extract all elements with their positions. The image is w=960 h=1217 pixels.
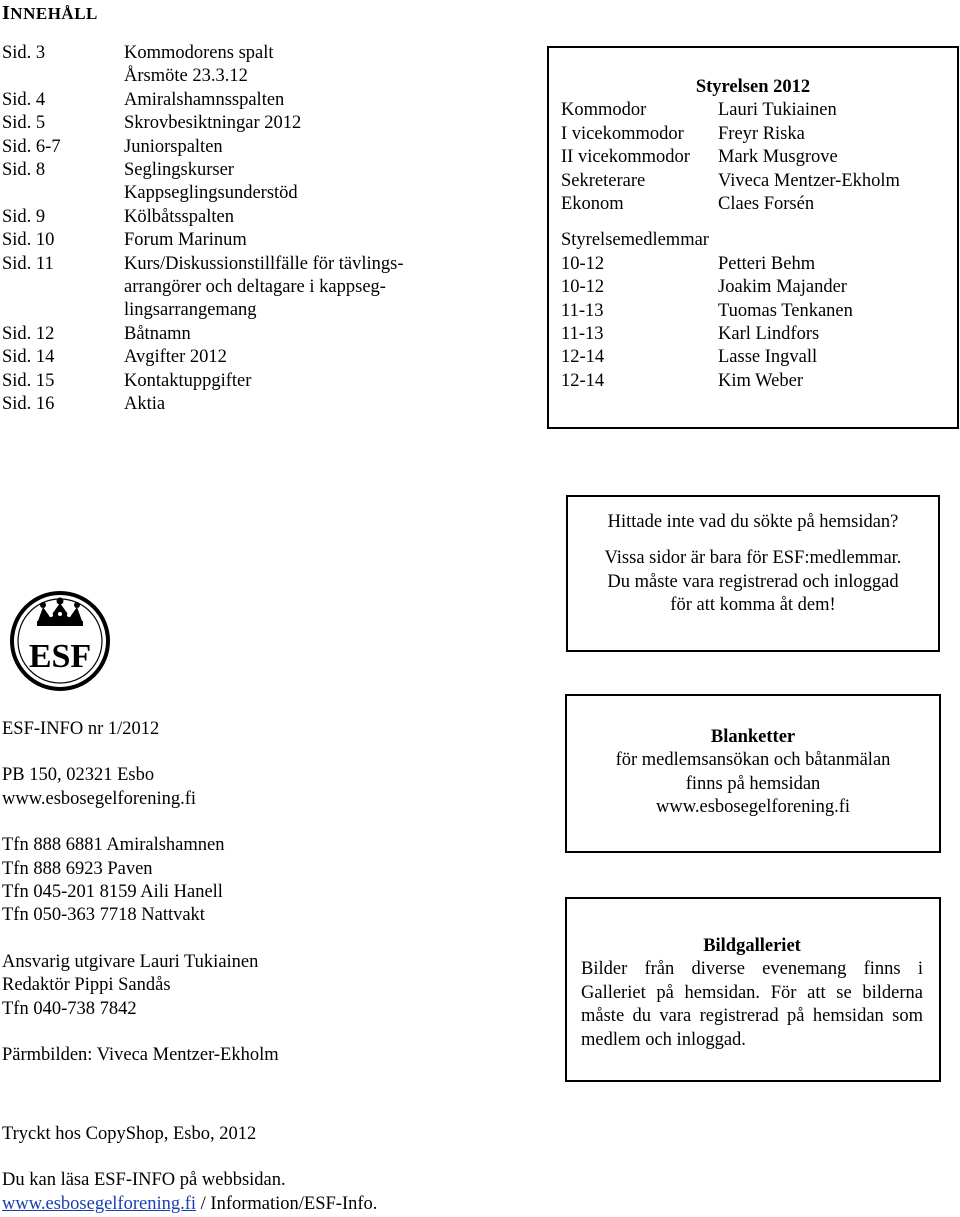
board-officer-row — [561, 170, 957, 193]
toc-page: Sid. 16 — [2, 394, 55, 415]
toc-entry — [2, 253, 522, 323]
toc-entry — [2, 206, 522, 229]
web-note: Du kan läsa ESF-INFO på webbsidan. — [2, 1170, 286, 1191]
toc-title-line: Seglingskurser — [124, 160, 234, 181]
heading-rest: NNEHÅLL — [10, 4, 98, 23]
contents-heading — [2, 2, 98, 25]
toc-entry — [2, 159, 522, 206]
esf-logo-emblem — [8, 587, 112, 691]
officer-role: II vicekommodor — [561, 147, 690, 168]
officer-role: I vicekommodor — [561, 123, 684, 144]
web-path: / Information/ESF-Info. — [196, 1193, 378, 1214]
toc-title: Amiralshamnsspalten — [124, 89, 285, 110]
member-term: 10-12 — [561, 253, 605, 274]
phone-line: Tfn 050-363 7718 Nattvakt — [2, 905, 205, 926]
notice-line: Vissa sidor är bara för ESF:medlemmar. — [604, 548, 902, 569]
toc-title — [124, 159, 522, 206]
toc-page: Sid. 4 — [2, 89, 46, 110]
officer-name: Freyr Riska — [718, 123, 805, 144]
member-name: Petteri Behm — [718, 253, 816, 274]
toc-title-line: lingsarrangemang — [124, 300, 257, 321]
toc-title — [124, 42, 522, 89]
member-name: Tuomas Tenkanen — [718, 300, 853, 321]
toc-title — [124, 253, 522, 323]
esf-logo — [8, 587, 112, 691]
notice-question: Hittade inte vad du sökte på hemsidan? — [607, 512, 899, 532]
toc-entry — [2, 112, 522, 135]
forms-line: finns på hemsidan — [685, 773, 821, 794]
member-name: Lasse Ingvall — [718, 347, 818, 368]
toc-title-line: Kommodorens spalt — [124, 43, 274, 63]
editor: Redaktör Pippi Sandås — [2, 975, 171, 996]
toc-page: Sid. 15 — [2, 370, 55, 391]
notice-line: Du måste vara registrerad och inloggad — [607, 571, 899, 592]
board-officer-row — [561, 99, 957, 122]
printer-credit: Tryckt hos CopyShop, Esbo, 2012 — [2, 1124, 257, 1144]
board-box — [547, 46, 959, 429]
toc-page: Sid. 11 — [2, 253, 54, 274]
issue-number: ESF-INFO nr 1/2012 — [2, 719, 160, 739]
toc-entry — [2, 42, 522, 89]
board-member-row — [561, 346, 957, 369]
toc-entry — [2, 136, 522, 159]
notice-line: för att komma åt dem! — [670, 595, 836, 616]
website: www.esbosegelforening.fi — [2, 788, 197, 809]
board-officer-row — [561, 193, 957, 216]
toc-page: Sid. 10 — [2, 230, 55, 251]
toc-entry — [2, 229, 522, 252]
toc-title: Kölbåtsspalten — [124, 206, 234, 227]
website-link[interactable]: www.esbosegelforening.fi — [2, 1193, 197, 1214]
officer-name: Mark Musgrove — [718, 147, 838, 168]
postal-address: PB 150, 02321 Esbo — [2, 765, 155, 786]
member-term: 10-12 — [561, 277, 605, 298]
officer-name: Viveca Mentzer-Ekholm — [718, 170, 900, 191]
toc-page: Sid. 6-7 — [2, 136, 61, 157]
gallery-title: Bildgalleriet — [703, 936, 801, 956]
board-member-row — [561, 276, 957, 299]
member-term: 11-13 — [561, 324, 604, 345]
table-of-contents — [2, 42, 522, 417]
board-officer-row — [561, 146, 957, 169]
toc-page: Sid. 5 — [2, 113, 46, 134]
member-term: 12-14 — [561, 347, 605, 368]
toc-entry — [2, 393, 522, 416]
officer-name: Claes Forsén — [718, 194, 815, 215]
toc-page: Sid. 3 — [2, 43, 46, 63]
phone-line: Tfn 888 6923 Paven — [2, 858, 153, 879]
web-link-line — [2, 1193, 902, 1216]
toc-page: Sid. 12 — [2, 323, 55, 344]
heading-initial: I — [2, 2, 11, 24]
member-term: 12-14 — [561, 370, 605, 391]
toc-entry — [2, 346, 522, 369]
editor-phone: Tfn 040-738 7842 — [2, 998, 137, 1019]
officer-role: Sekreterare — [561, 170, 646, 191]
toc-page: Sid. 9 — [2, 206, 46, 227]
toc-page: Sid. 14 — [2, 347, 55, 368]
publisher: Ansvarig utgivare Lauri Tukiainen — [2, 951, 259, 972]
phone-line: Tfn 045-201 8159 Aili Hanell — [2, 882, 223, 903]
board-member-row — [561, 253, 957, 276]
board-officer-row — [561, 123, 957, 146]
toc-title: Båtnamn — [124, 323, 191, 344]
forms-box — [565, 694, 941, 853]
gallery-text: Bilder från diverse evenemang finns i Galleriet på hemsidan. För att se bilderna måste du vara registrerad på hemsidan som medlem och inloggad. — [581, 959, 923, 1050]
officer-name: Lauri Tukiainen — [718, 100, 837, 121]
board-member-row — [561, 300, 957, 323]
members-heading: Styrelsemedlemmar — [561, 230, 709, 251]
member-name: Kim Weber — [718, 370, 803, 391]
toc-title-line: arrangörer och deltagare i kappseg- — [124, 277, 386, 298]
toc-page: Sid. 8 — [2, 160, 46, 181]
toc-title: Kontaktuppgifter — [124, 370, 252, 391]
members-only-notice — [566, 495, 940, 652]
toc-title-line: Kurs/Diskussionstillfälle för tävlings- — [124, 253, 404, 274]
cover-credit: Pärmbilden: Viveca Mentzer-Ekholm — [2, 1045, 279, 1066]
toc-title: Forum Marinum — [124, 230, 247, 251]
board-member-row — [561, 323, 957, 346]
officer-role: Kommodor — [561, 100, 647, 121]
board-member-row — [561, 370, 957, 393]
gallery-box — [565, 897, 941, 1082]
publication-info — [2, 718, 522, 1067]
toc-title: Skrovbesiktningar 2012 — [124, 113, 302, 134]
member-name: Karl Lindfors — [718, 324, 820, 345]
phone-line: Tfn 888 6881 Amiralshamnen — [2, 835, 225, 856]
toc-entry — [2, 89, 522, 112]
board-title: Styrelsen 2012 — [695, 77, 811, 97]
toc-title: Avgifter 2012 — [124, 347, 227, 368]
toc-title: Juniorspalten — [124, 136, 223, 157]
logo-letters: ESF — [28, 638, 92, 675]
member-term: 11-13 — [561, 300, 604, 321]
toc-entry — [2, 370, 522, 393]
toc-title-line: Kappseglingsunderstöd — [124, 183, 298, 204]
toc-entry — [2, 323, 522, 346]
member-name: Joakim Majander — [718, 277, 847, 298]
forms-line: för medlemsansökan och båtanmälan — [615, 750, 891, 771]
toc-title-line: Årsmöte 23.3.12 — [124, 66, 248, 87]
officer-role: Ekonom — [561, 194, 624, 215]
footer — [2, 1123, 902, 1216]
toc-title: Aktia — [124, 394, 166, 415]
forms-title: Blanketter — [710, 727, 796, 747]
forms-url: www.esbosegelforening.fi — [655, 797, 851, 818]
